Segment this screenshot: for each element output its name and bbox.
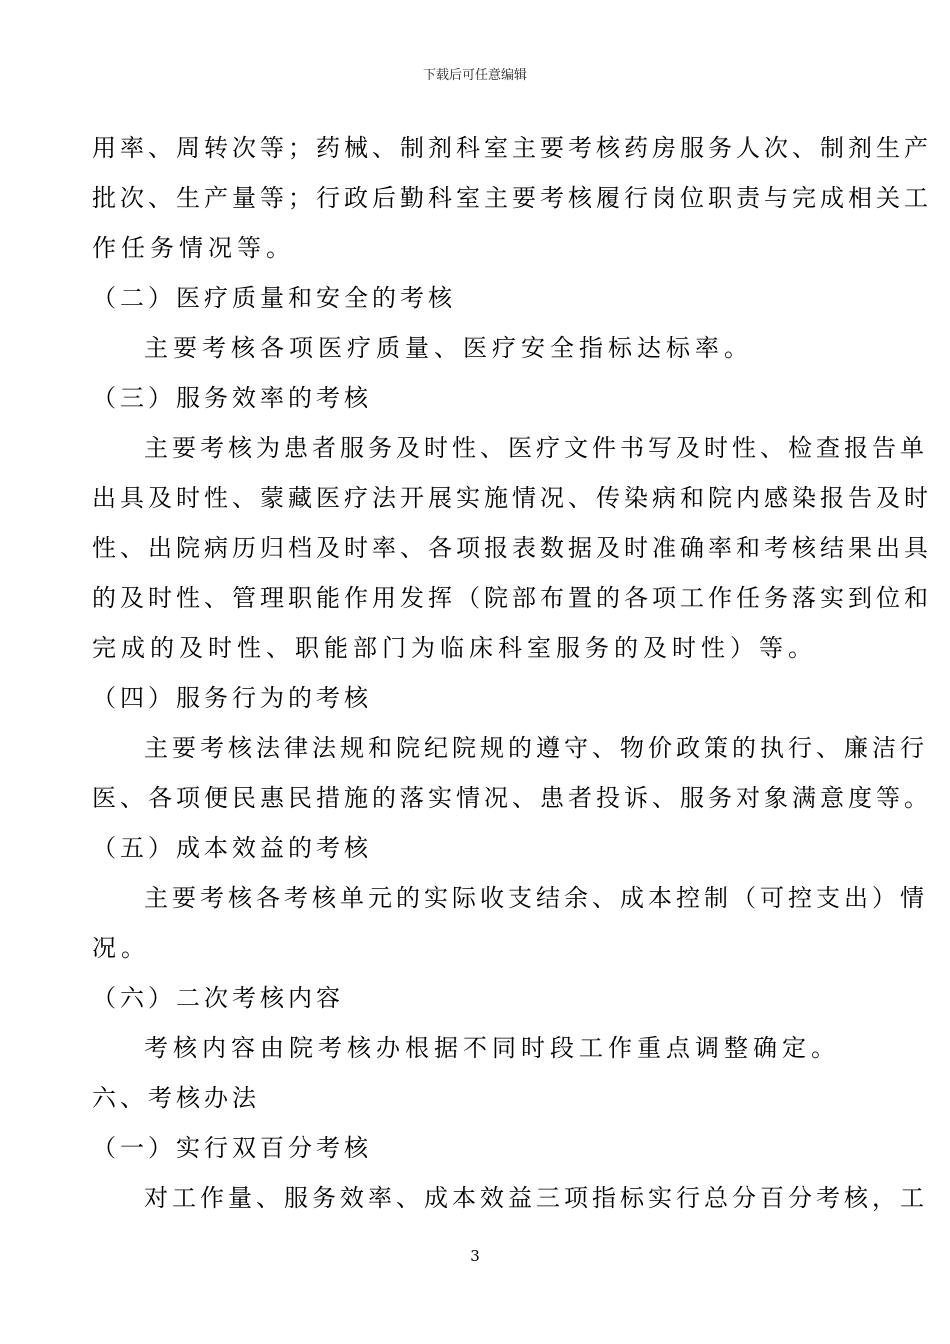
section-heading: （四）服务行为的考核: [92, 684, 372, 712]
paragraph-line: 出具及时性、蒙藏医疗法开展实施情况、传染病和院内感染报告及时: [92, 484, 932, 512]
paragraph-line: 性、出院病历归档及时率、各项报表数据及时准确率和考核结果出具: [92, 534, 932, 562]
document-body: [92, 128, 932, 1228]
paragraph-line: 的及时性、管理职能作用发挥（院部布置的各项工作任务落实到位和: [92, 584, 932, 612]
page-header: 下载后可任意编辑: [422, 68, 527, 83]
section-heading: （一）实行双百分考核: [92, 1134, 372, 1162]
section-heading: （六）二次考核内容: [92, 984, 344, 1012]
paragraph-line: 作任务情况等。: [92, 234, 295, 262]
paragraph-line: 用率、周转次等；药械、制剂科室主要考核药房服务人次、制剂生产: [92, 134, 932, 162]
paragraph-line: 况。: [92, 934, 150, 962]
paragraph-line: 对工作量、服务效率、成本效益三项指标实行总分百分考核，工: [144, 1184, 928, 1212]
paragraph-line: 主要考核各考核单元的实际收支结余、成本控制（可控支出）情: [144, 884, 928, 912]
section-heading: （五）成本效益的考核: [92, 834, 372, 862]
section-heading: 六、考核办法: [92, 1084, 260, 1112]
section-heading: （三）服务效率的考核: [92, 384, 372, 412]
paragraph-line: 主要考核为患者服务及时性、医疗文件书写及时性、检查报告单: [144, 434, 928, 462]
paragraph-line: 批次、生产量等；行政后勤科室主要考核履行岗位职责与完成相关工: [92, 184, 932, 212]
section-heading: （二）医疗质量和安全的考核: [92, 284, 456, 312]
paragraph-line: 主要考核各项医疗质量、医疗安全指标达标率。: [144, 334, 753, 362]
paragraph-line: 主要考核法律法规和院纪院规的遵守、物价政策的执行、廉洁行: [144, 734, 928, 762]
paragraph-line: 完成的及时性、职能部门为临床科室服务的及时性）等。: [92, 634, 817, 662]
paragraph-line: 考核内容由院考核办根据不同时段工作重点调整确定。: [144, 1034, 840, 1062]
paragraph-line: 医、各项便民惠民措施的落实情况、患者投诉、服务对象满意度等。: [92, 784, 932, 812]
page-number: 3: [470, 1247, 480, 1265]
